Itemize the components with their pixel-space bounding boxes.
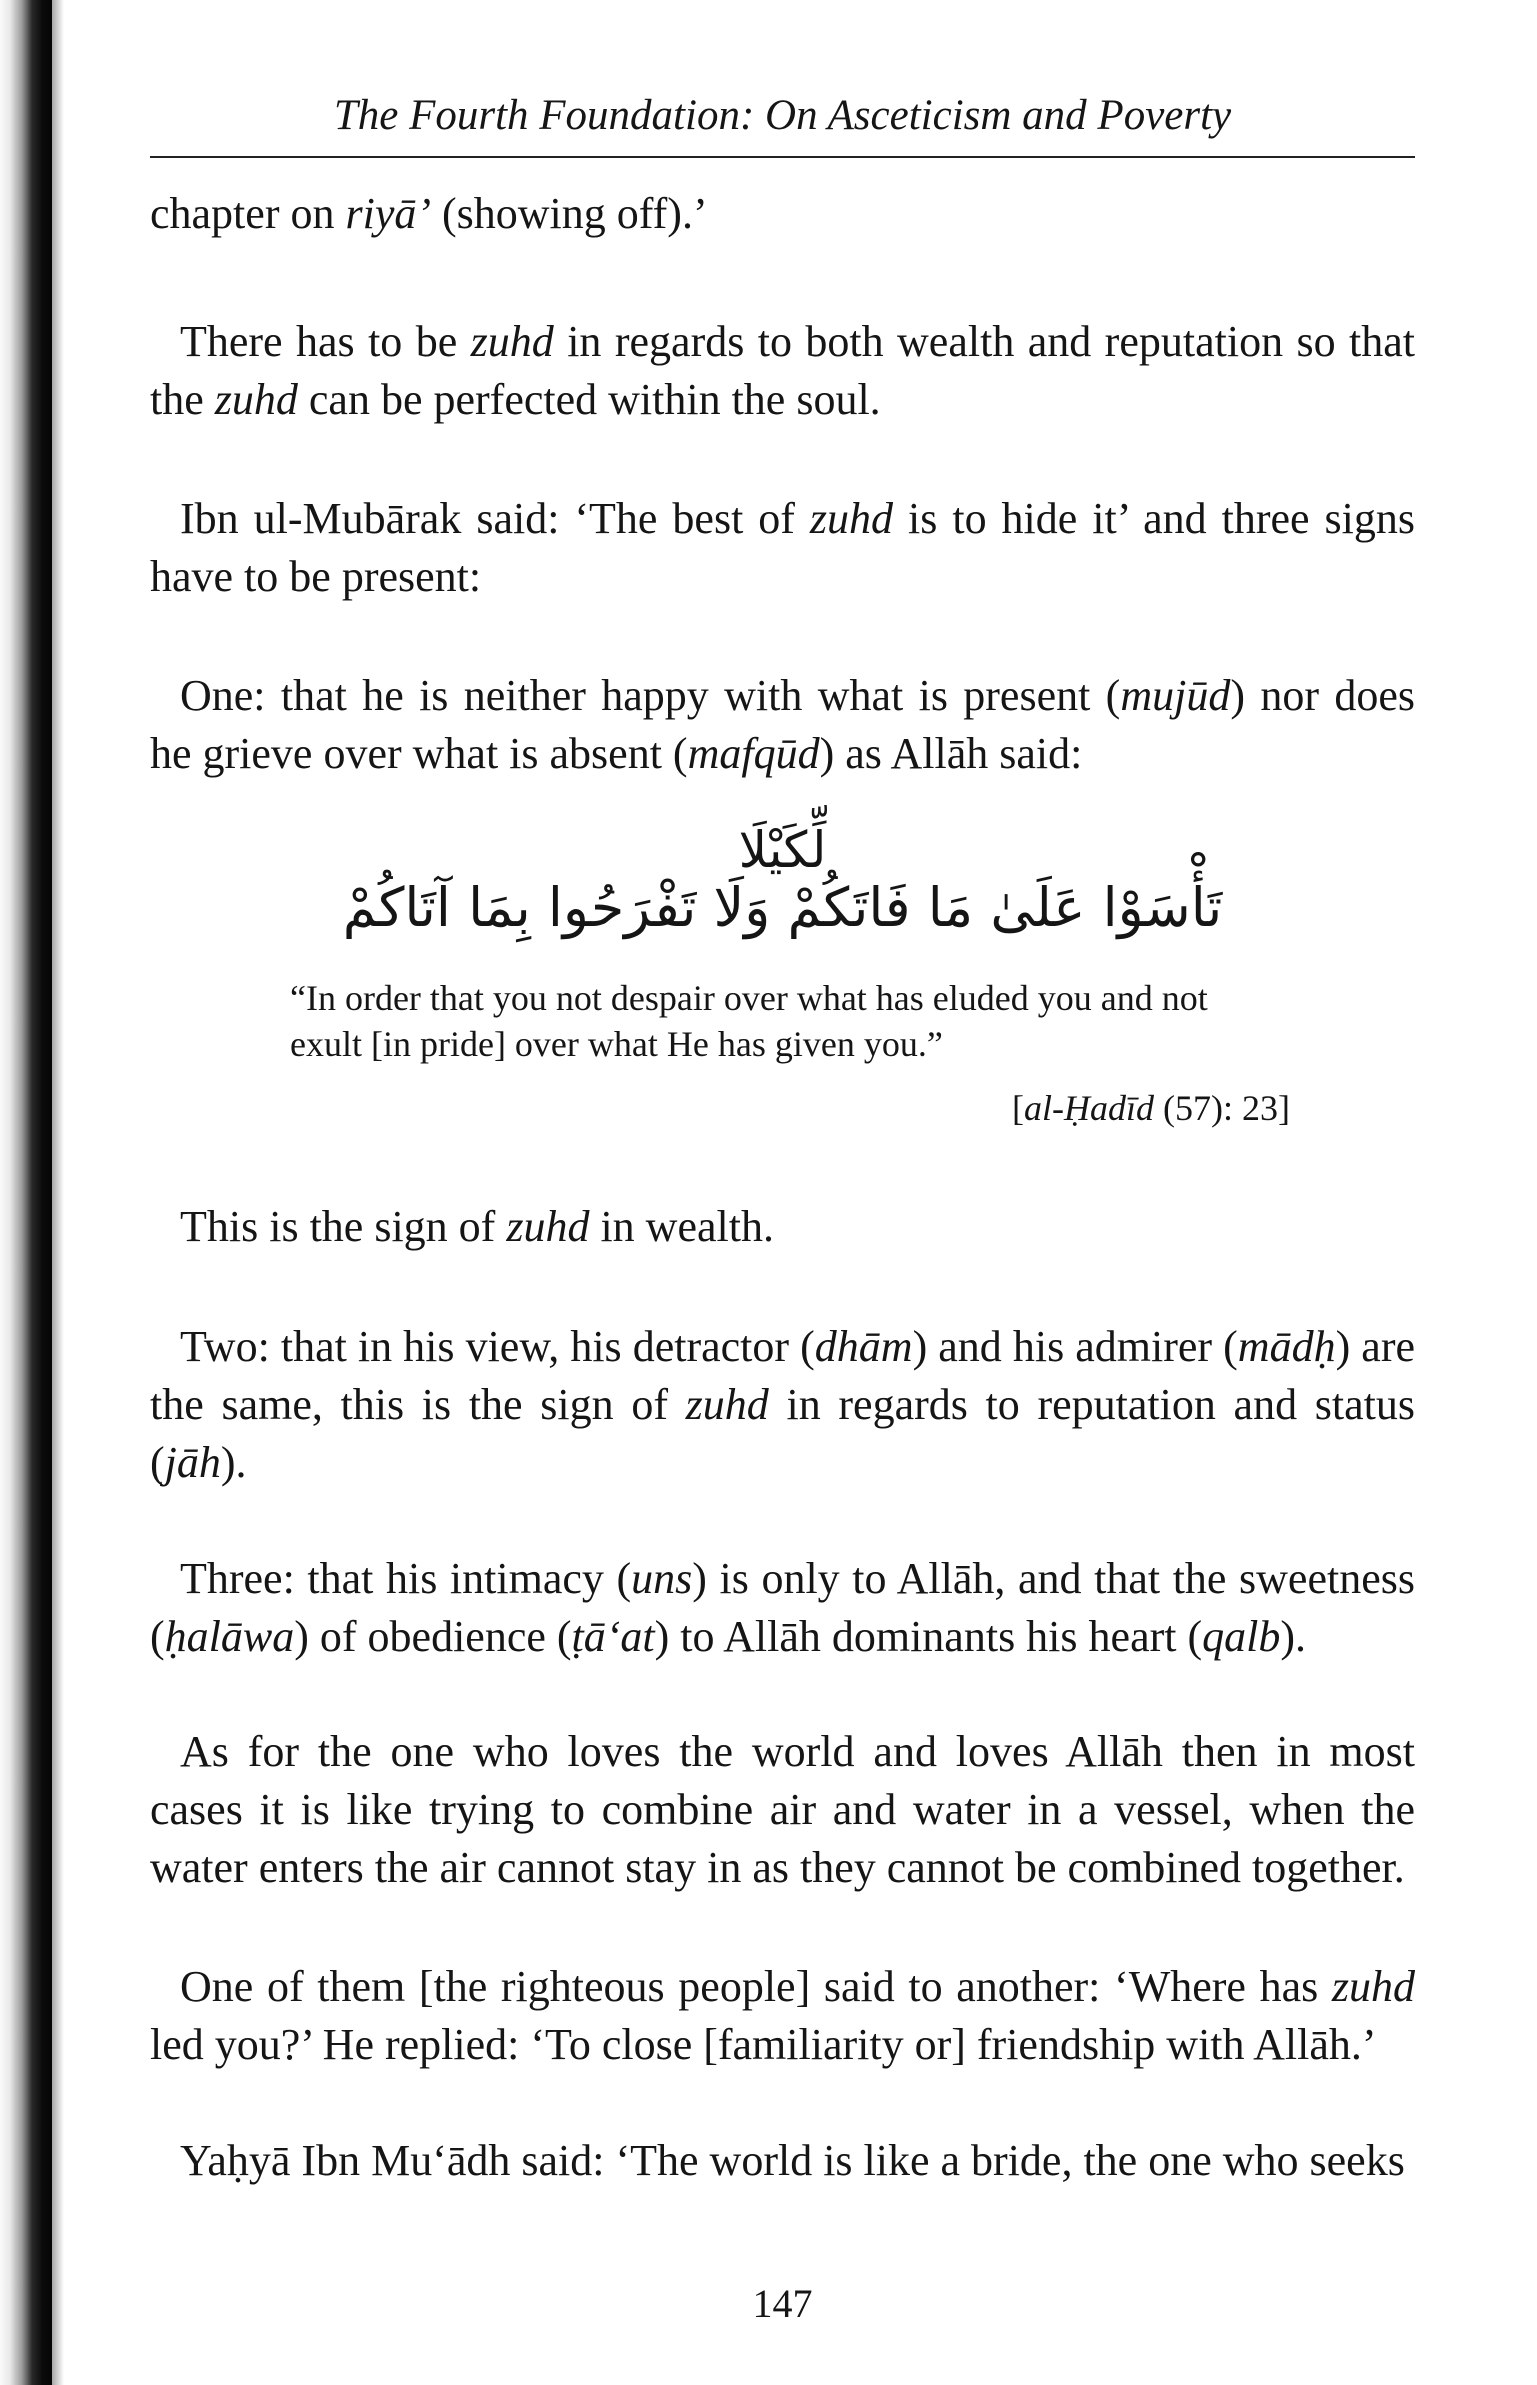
term-zuhd: zuhd: [506, 1202, 590, 1251]
paragraph-sign-one: One: that he is neither happy with what is present (mujūd) nor does he grieve over what is absent (mafqūd) as Allāh said:: [150, 671, 1415, 778]
spine-gradient: [52, 0, 64, 2385]
term-taat: ṭā‘at: [571, 1612, 655, 1661]
paragraph-zuhd-wealth-reputation: There has to be zuhd in regards to both wealth and reputation so that the zuhd can be perfected within the soul.: [150, 317, 1415, 424]
quran-citation: [al-Ḥadīd (57): 23]: [1012, 1088, 1290, 1128]
term-riya: riyā’: [345, 189, 431, 238]
term-mafqud: mafqūd: [687, 729, 820, 778]
quran-arabic-line-2: تَأْسَوْا عَلَىٰ مَا فَاتَكُمْ وَلَا تَفْرَحُوا بِمَا آتَاكُمْ: [342, 876, 1223, 939]
quran-translation: “In order that you not despair over what has eluded you and not exult [in pride] over what He has given you.”: [290, 978, 1208, 1064]
term-uns: uns: [631, 1554, 693, 1603]
term-dham: dhām: [814, 1322, 913, 1371]
paragraph-air-water: As for the one who loves the world and loves Allāh then in most cases it is like trying to combine air and water in a vessel, when the water enters the air cannot stay in as they cannot be combined together.: [150, 1727, 1415, 1892]
term-halawa: ḥalāwa: [164, 1612, 295, 1661]
paragraph-riya: chapter on riyā’ (showing off).’: [150, 189, 708, 238]
term-madh: mādḥ: [1237, 1322, 1336, 1371]
paragraph-yahya: Yaḥyā Ibn Mu‘ādh said: ‘The world is like a bride, the one who seeks: [180, 2136, 1405, 2185]
term-mujud: mujūd: [1120, 671, 1231, 720]
book-spine-shadow: [0, 0, 52, 2385]
term-zuhd: zuhd: [214, 375, 298, 424]
paragraph-righteous-people: One of them [the righteous people] said to another: ‘Where has zuhd led you?’ He replied: ‘To close [familiarity or] friendship with Allāh.’: [150, 1962, 1415, 2069]
term-jah: jāh: [164, 1438, 221, 1487]
term-zuhd: zuhd: [685, 1380, 769, 1429]
term-zuhd: zuhd: [1331, 1962, 1415, 2011]
citation-surah: al-Ḥadīd: [1024, 1088, 1155, 1128]
paragraph-ibn-mubarak: Ibn ul-Mubārak said: ‘The best of zuhd is to hide it’ and three signs have to be present:: [150, 494, 1415, 601]
paragraph-sign-three: Three: that his intimacy (uns) is only to Allāh, and that the sweetness (ḥalāwa) of obedience (ṭā‘at) to Allāh dominants his heart (qalb).: [150, 1554, 1415, 1661]
page-number: 147: [752, 2281, 813, 2326]
term-zuhd: zuhd: [809, 494, 894, 543]
paragraph-sign-wealth: This is the sign of zuhd in wealth.: [180, 1202, 774, 1251]
term-qalb: qalb: [1202, 1612, 1281, 1661]
paragraph-sign-two: Two: that in his view, his detractor (dhām) and his admirer (mādḥ) are the same, this is the sign of zuhd in regards to reputation and status (jāh).: [150, 1322, 1415, 1487]
term-zuhd: zuhd: [470, 317, 554, 366]
running-header: The Fourth Foundation: On Asceticism and Poverty: [333, 92, 1232, 139]
quran-arabic-line-1: لِّكَيْلَا: [738, 821, 827, 879]
header-rule: [150, 156, 1415, 158]
